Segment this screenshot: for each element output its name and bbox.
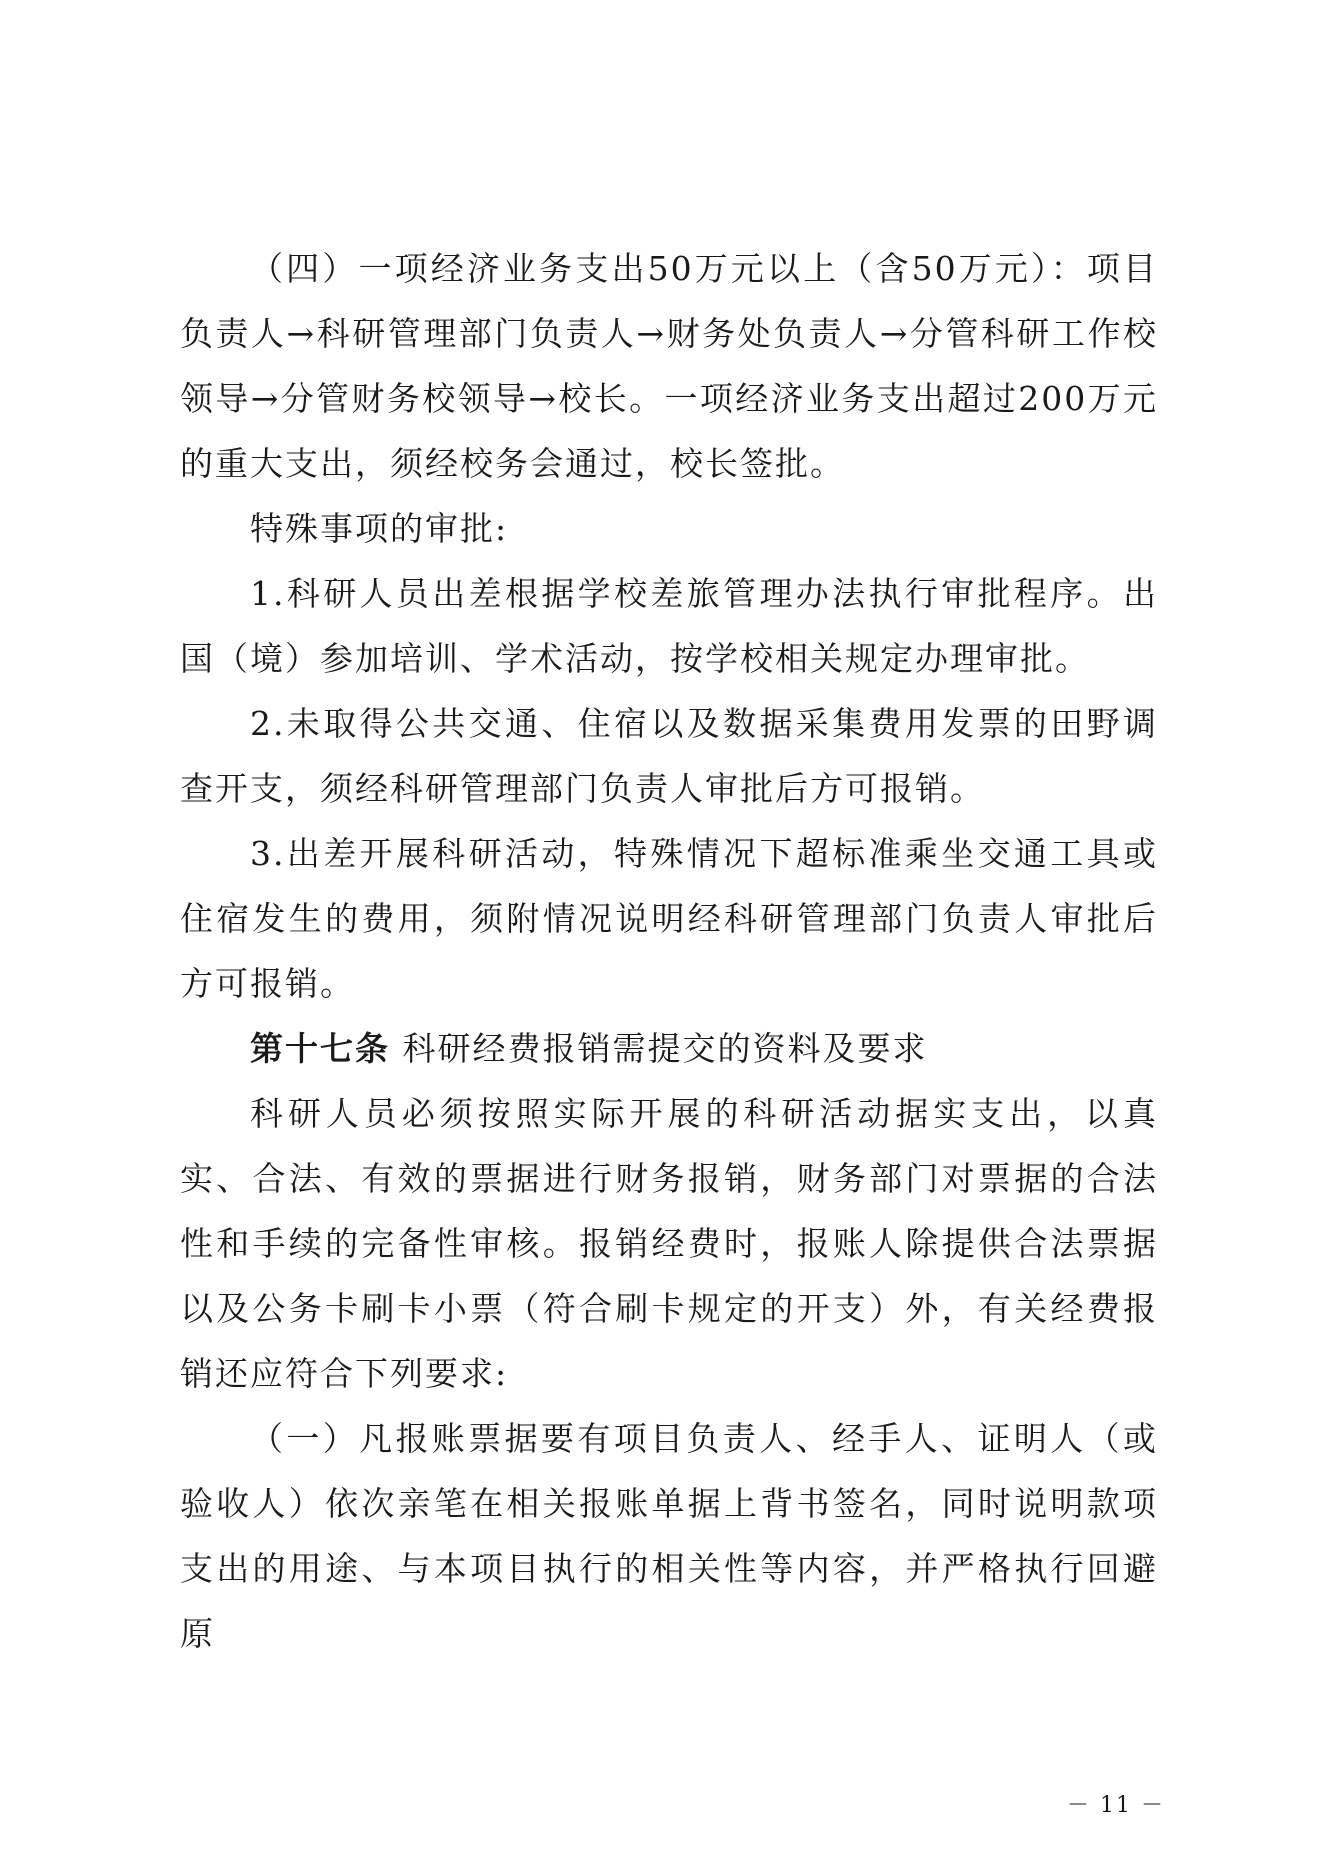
paragraph-item-2: 2.未取得公共交通、住宿以及数据采集费用发票的田野调查开支，须经科研管理部门负责人审批后方可报销。 <box>180 704 1158 808</box>
article-title: 科研经费报销需提交的资料及要求 <box>402 1029 928 1068</box>
article-heading <box>180 1016 1158 1081</box>
paragraph-item-1: 1.科研人员出差根据学校差旅管理办法执行审批程序。出国（境）参加培训、学术活动，按学校相关规定办理审批。 <box>180 574 1158 678</box>
article-label: 第十七条 <box>250 1029 390 1068</box>
paragraph-approval-level-four: （四）一项经济业务支出50万元以上（含50万元）：项目负责人→科研管理部门负责人→财务处负责人→分管科研工作校领导→分管财务校领导→校长。一项经济业务支出超过200万元的重大支出，须经校务会通过，校长签批。 <box>180 249 1158 483</box>
body-text <box>180 236 1158 1666</box>
paragraph-requirement-1: （一）凡报账票据要有项目负责人、经手人、证明人（或验收人）依次亲笔在相关报账单据上背书签名，同时说明款项支出的用途、与本项目执行的相关性等内容，并严格执行回避原 <box>180 1419 1158 1653</box>
paragraph-reimbursement-intro: 科研人员必须按照实际开展的科研活动据实支出，以真实、合法、有效的票据进行财务报销，财务部门对票据的合法性和手续的完备性审核。报销经费时，报账人除提供合法票据以及公务卡刷卡小票（符合刷卡规定的开支）外，有关经费报销还应符合下列要求: <box>180 1094 1158 1393</box>
paragraph-item-3: 3.出差开展科研活动，特殊情况下超标准乘坐交通工具或住宿发生的费用，须附情况说明经科研管理部门负责人审批后方可报销。 <box>180 834 1158 1003</box>
paragraph-special-approval-heading: 特殊事项的审批: <box>250 509 509 548</box>
page-number: － 11 － <box>1067 1793 1165 1818</box>
